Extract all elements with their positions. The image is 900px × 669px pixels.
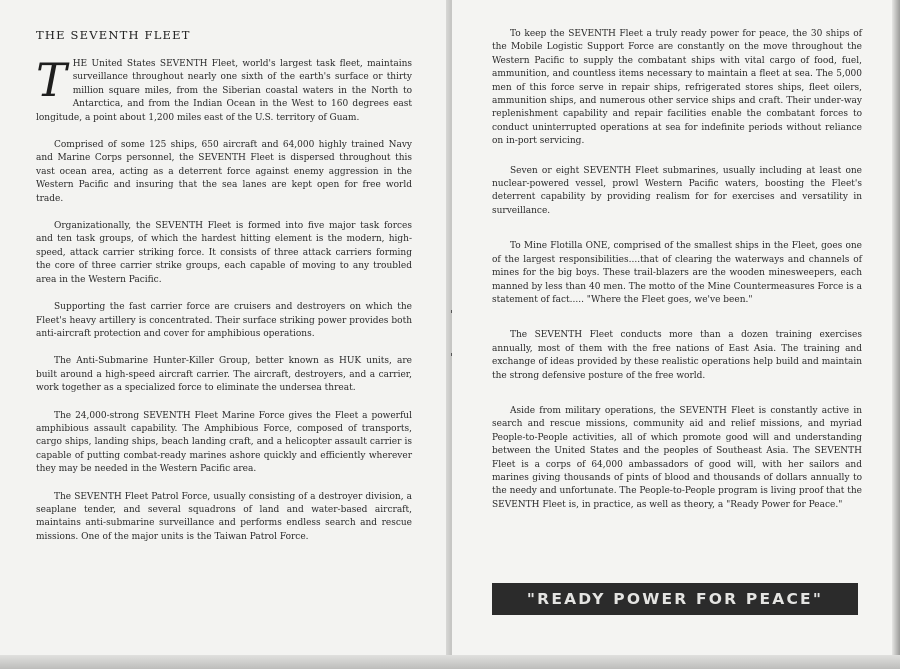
paragraph-marine-force: The 24,000-strong SEVENTH Fleet Marine Force gives the Fleet a powerful amphibious assault capability. The Amphibious Force, composed of transports, cargo ships, landing ships, beach landing craft, and a helicopter assault carrier is capable of putting combat-ready marines ashore quickly and efficiently wherever they may be needed in the Western Pacific area. [36,410,412,475]
paragraph-training-exercises: The SEVENTH Fleet conducts more than a dozen training exercises annually, most of them with the free nations of East Asia. The training and exchange of ideas provided by these realistic operations help build and maintain the strong defensive posture of the free world. [492,330,862,381]
paragraph-people-to-people: Aside from military operations, the SEVENTH Fleet is constantly active in search and rescue missions, community aid and relief missions, and myriad People-to-People activities, all of which promote good will and understanding between the United States and the peoples of Southeast Asia. The SEVENTH Fleet is a corps of 64,000 ambassadors of good will, with her sailors and marines giving thousands of pints of blood and thousands of dollars annually to the needy and unfortunate. The People-to-People program is living proof that the SEVENTH Fleet is, in practice, as well as theory, a "Ready Power for Peace." [492,405,863,510]
paragraph-organization: Organizationally, the SEVENTH Fleet is formed into five major task forces and ten task groups, of which the hardest hitting element is the modern, high-speed, attack carrier striking force. It consists of three attack carriers forming the core of three carrier strike groups, each capable of moving to any troubled area in the Western Pacific. [36,221,412,285]
ready-power-banner [492,583,858,615]
paragraph-logistic-support: To keep the SEVENTH Fleet a truly ready power for peace, the 30 ships of the Mobile Logistic Support Force are constantly on the move throughout the Western Pacific to supply the combatant ships with vital cargo of food, fuel, ammunition, and countless items necessary to maintain a fleet at sea. The 5,000 men of this force serve in repair ships, refrigerated stores ships, fleet oilers, ammunition ships, and numerous other service ships and craft. Their under-way replenishment capability and repair facilities enable the combatant forces to conduct uninterrupted operations at sea for indefinite periods without reliance on in-port servicing. [492,29,862,147]
banner-text: "READY POWER FOR PEACE" [526,590,824,608]
paragraph-patrol-force: The SEVENTH Fleet Patrol Force, usually consisting of a destroyer division, a seaplane tender, and several squadrons of land and water-based aircraft, maintains anti-submarine surveillance and performs endless search and rescue missions. One of the major units is the Taiwan Patrol Force. [36,491,412,542]
page-title: THE SEVENTH FLEET [36,28,191,42]
paragraph-composition: Comprised of some 125 ships, 650 aircraft and 64,000 highly trained Navy and Marine Corps personnel, the SEVENTH Fleet is dispersed throughout this vast ocean area, acting as a deterrent force against enemy aggression in the Western Pacific and insuring that the sea lanes are kept open for free world trade. [36,140,412,204]
right-page [452,0,900,669]
intro-paragraph [36,53,412,125]
page-bottom-edge [0,655,900,669]
paragraph-huk-group: The Anti-Submarine Hunter-Killer Group, better known as HUK units, are built around a high-speed aircraft carrier. The aircraft, destroyers, and a carrier, work together as a specialized force to eliminate the undersea threat. [36,356,412,394]
page-edge-shadow [892,0,900,669]
paragraph-mine-flotilla: To Mine Flotilla ONE, comprised of the smallest ships in the Fleet, goes one of the largest responsibilities....that of clearing the waterways and channels of mines for the big boys. These trail-blazers are the wooden minesweepers, each manned by less than 40 men. The motto of the Mine Countermeasures Force is a statement of fact..... "Where the Fleet goes, we've been." [492,241,862,305]
drop-cap-letter: T [36,53,67,107]
intro-text: HE United States SEVENTH Fleet, world's largest task fleet, maintains surveillance throughout nearly one sixth of the earth's surface or thirty million square miles, from the Siberian coastal waters in the North to Antarctica, and from the Indian Ocean in the West to 160 degrees east longitude, a point about 1,200 miles east of the U.S. territory of Guam. [36,59,412,123]
paragraph-cruisers-destroyers: Supporting the fast carrier force are cruisers and destroyers on which the Fleet's heavy artillery is concentrated. Their surface striking power provides both anti-aircraft protection and cover for amphibious operations. [36,302,412,339]
paragraph-submarines: Seven or eight SEVENTH Fleet submarines, usually including at least one nuclear-powered vessel, prowl Western Pacific waters, boosting the Fleet's deterrent capability by providing realism for for exercises and versatility in surveillance. [492,165,862,216]
